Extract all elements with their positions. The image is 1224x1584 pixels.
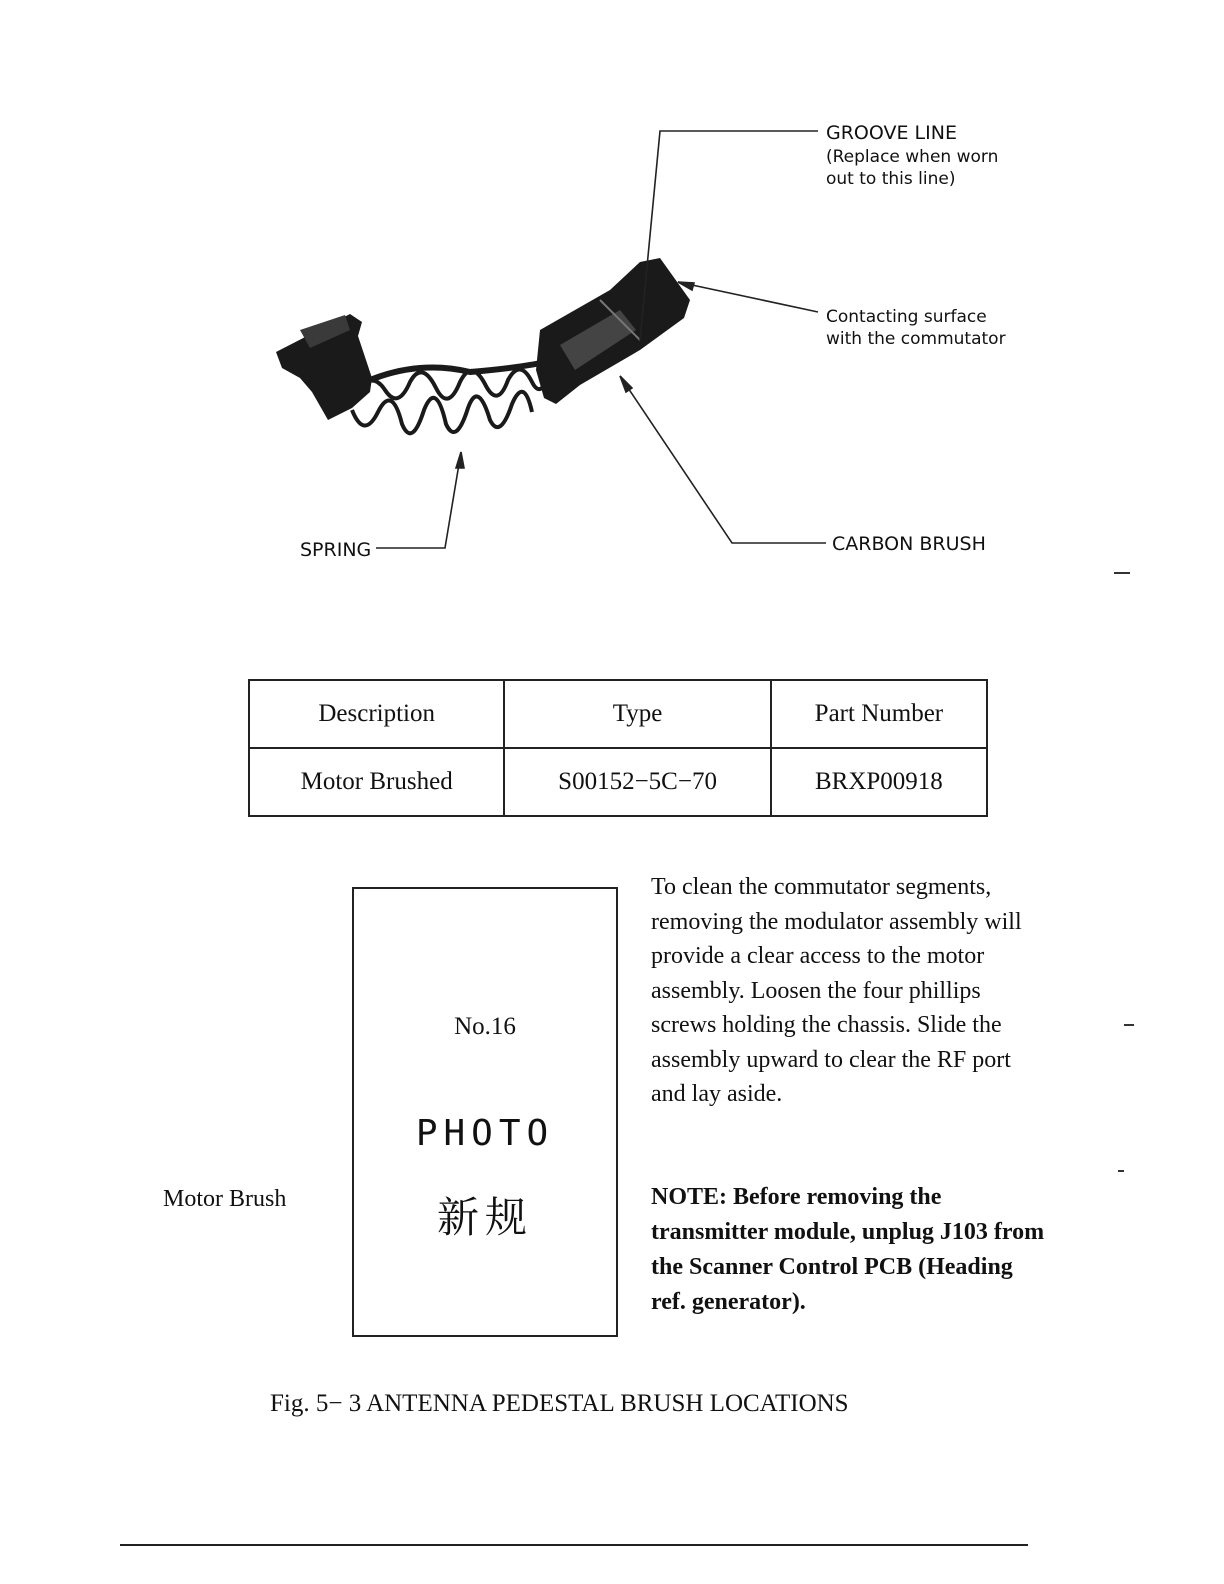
margin-mark <box>1114 572 1130 574</box>
carbon-brush-body <box>536 258 690 404</box>
brush-end-cap <box>276 314 372 420</box>
groove-line-label: GROOVE LINE <box>826 122 957 144</box>
spring-coil <box>352 360 556 433</box>
handwritten-photo-note: PHOTO <box>415 1113 555 1154</box>
photo-placeholder <box>352 887 618 1337</box>
footer-rule <box>120 1544 1028 1546</box>
header-part-number: Part Number <box>771 680 987 748</box>
spring-label: SPRING <box>300 539 372 561</box>
handwritten-new-note: 新规 <box>436 1193 533 1242</box>
carbon-brush-label: CARBON BRUSH <box>832 533 986 555</box>
table-row <box>249 748 987 816</box>
header-description: Description <box>249 680 504 748</box>
parts-table <box>248 679 988 817</box>
margin-mark <box>1118 1170 1124 1172</box>
motor-brush-label: Motor Brush <box>163 1186 287 1212</box>
cell-part-number: BRXP00918 <box>771 748 987 816</box>
cell-type: S00152−5C−70 <box>504 748 770 816</box>
margin-mark <box>1124 1024 1134 1026</box>
cell-description: Motor Brushed <box>249 748 504 816</box>
brush-diagram <box>0 0 1224 640</box>
figure-caption: Fig. 5− 3 ANTENNA PEDESTAL BRUSH LOCATIONS <box>270 1390 849 1417</box>
note-paragraph: NOTE: Before removing the transmitter module, unplug J103 from the Scanner Control PCB (Heading ref. generator). <box>651 1184 1045 1315</box>
contacting-surface-label: Contacting surface with the commutator <box>826 307 1006 349</box>
groove-line-note: (Replace when worn out to this line) <box>826 147 999 189</box>
photo-number: No.16 <box>454 1013 516 1040</box>
header-type: Type <box>504 680 770 748</box>
cleaning-instructions: To clean the commutator segments, removing the modulator assembly will provide a clear access to the motor assembly. Loosen the four phillips screws holding the chassis. Slide the assembly upward to clear the RF port and lay aside. <box>651 874 1022 1107</box>
table-header-row <box>249 680 987 748</box>
